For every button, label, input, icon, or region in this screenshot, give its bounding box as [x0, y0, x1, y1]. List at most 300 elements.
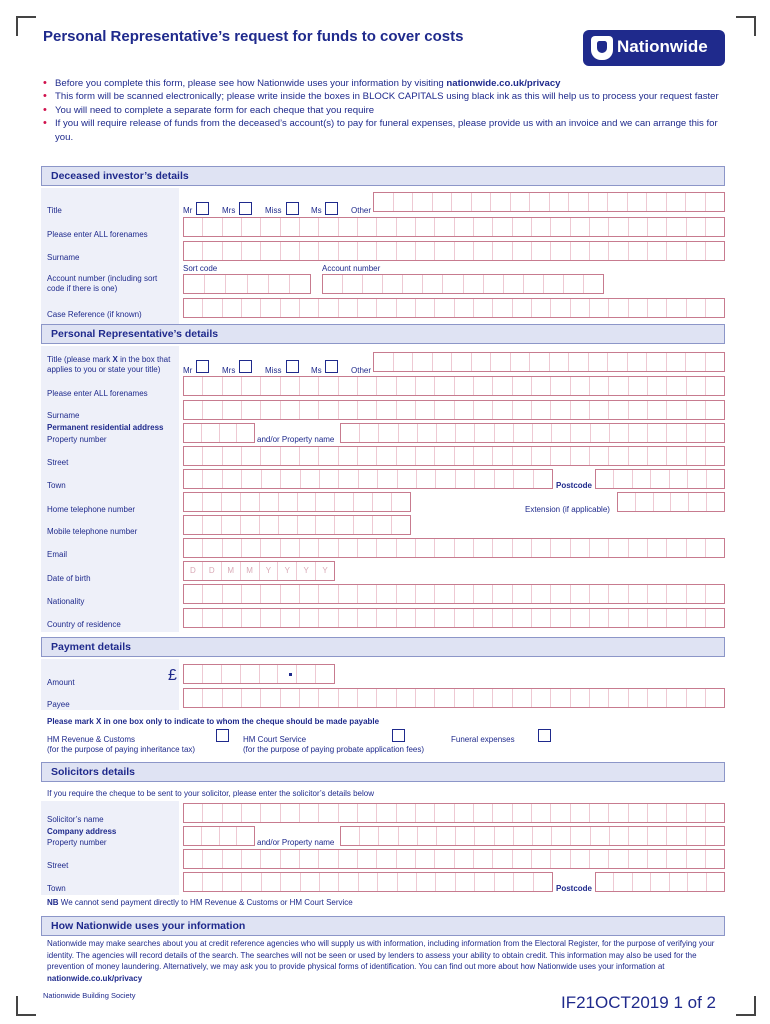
character-box[interactable] [532, 539, 551, 557]
character-box[interactable] [571, 424, 590, 442]
character-box[interactable] [413, 353, 433, 371]
character-box[interactable] [629, 850, 648, 868]
character-box[interactable] [532, 447, 551, 465]
character-box[interactable] [648, 401, 667, 419]
character-box[interactable] [687, 424, 706, 442]
deceased-title-mrs-checkbox[interactable] [239, 202, 252, 215]
character-box[interactable] [532, 850, 551, 868]
character-box[interactable] [358, 401, 377, 419]
character-box[interactable] [648, 424, 667, 442]
character-box[interactable] [629, 218, 648, 236]
character-box[interactable] [377, 689, 396, 707]
character-box[interactable] [551, 299, 570, 317]
character-box[interactable] [184, 827, 202, 845]
character-box[interactable] [262, 873, 281, 891]
character-box[interactable] [261, 447, 280, 465]
solicitor-property-number-field[interactable] [183, 826, 255, 846]
character-box[interactable] [248, 275, 269, 293]
character-box[interactable] [298, 516, 317, 534]
character-box[interactable] [532, 299, 551, 317]
option-hmrc-checkbox[interactable] [216, 729, 229, 742]
character-box[interactable] [551, 218, 570, 236]
character-box[interactable] [590, 804, 609, 822]
character-box[interactable] [397, 242, 416, 260]
character-box[interactable] [610, 424, 629, 442]
character-box[interactable] [358, 218, 377, 236]
character-box[interactable] [262, 470, 281, 488]
character-box[interactable] [609, 804, 628, 822]
character-box[interactable] [687, 218, 706, 236]
character-box[interactable] [242, 585, 261, 603]
character-box[interactable] [184, 665, 203, 683]
character-box[interactable] [455, 377, 474, 395]
character-box[interactable] [416, 850, 435, 868]
case-reference-field[interactable] [183, 298, 725, 318]
character-box[interactable] [629, 539, 648, 557]
character-box[interactable] [242, 539, 261, 557]
character-box[interactable] [706, 218, 724, 236]
character-box[interactable] [281, 470, 300, 488]
character-box[interactable] [377, 804, 396, 822]
rep-mobile-field[interactable] [183, 515, 411, 535]
character-box[interactable] [493, 401, 512, 419]
character-box[interactable] [493, 609, 512, 627]
character-box[interactable] [464, 275, 484, 293]
character-box[interactable] [609, 242, 628, 260]
character-box[interactable] [339, 218, 358, 236]
character-box[interactable] [416, 804, 435, 822]
character-box[interactable] [609, 585, 628, 603]
character-box[interactable] [534, 470, 552, 488]
character-box[interactable] [647, 193, 667, 211]
character-box[interactable] [474, 850, 493, 868]
character-box[interactable] [513, 689, 532, 707]
character-box[interactable] [551, 401, 570, 419]
character-box[interactable] [667, 218, 686, 236]
character-box[interactable] [435, 804, 454, 822]
character-box[interactable] [358, 377, 377, 395]
character-box[interactable] [222, 516, 241, 534]
character-box[interactable] [609, 401, 628, 419]
character-box[interactable] [633, 470, 651, 488]
character-box[interactable] [339, 850, 358, 868]
character-box[interactable] [416, 401, 435, 419]
character-box[interactable] [222, 665, 241, 683]
character-box[interactable] [377, 377, 396, 395]
character-box[interactable] [379, 827, 398, 845]
character-box[interactable] [551, 689, 570, 707]
character-box[interactable] [609, 609, 628, 627]
rep-nationality-field[interactable] [183, 584, 725, 604]
character-box[interactable] [452, 353, 472, 371]
character-box[interactable] [455, 218, 474, 236]
character-box[interactable] [648, 689, 667, 707]
character-box[interactable] [397, 401, 416, 419]
character-box[interactable] [184, 585, 203, 603]
character-box[interactable] [648, 377, 667, 395]
deceased-title-ms-checkbox[interactable] [325, 202, 338, 215]
character-box[interactable] [474, 447, 493, 465]
character-box[interactable] [300, 447, 319, 465]
solicitor-town-field[interactable] [183, 872, 553, 892]
character-box[interactable] [707, 493, 724, 511]
character-box[interactable] [339, 242, 358, 260]
character-box[interactable] [297, 665, 316, 683]
rep-extension-field[interactable] [617, 492, 725, 512]
character-box[interactable] [418, 827, 437, 845]
character-box[interactable] [609, 689, 628, 707]
character-box[interactable] [184, 447, 203, 465]
character-box[interactable] [319, 447, 338, 465]
character-box[interactable] [281, 850, 300, 868]
character-box[interactable] [455, 689, 474, 707]
character-box[interactable] [455, 609, 474, 627]
character-box[interactable] [569, 193, 589, 211]
character-box[interactable] [609, 377, 628, 395]
character-box[interactable] [551, 377, 570, 395]
character-box[interactable] [495, 873, 514, 891]
deceased-title-mr-checkbox[interactable] [196, 202, 209, 215]
character-box[interactable] [339, 609, 358, 627]
rep-street-field[interactable] [183, 446, 725, 466]
character-box[interactable] [571, 242, 590, 260]
character-box[interactable] [590, 218, 609, 236]
character-box[interactable] [474, 689, 493, 707]
character-box[interactable] [614, 470, 632, 488]
character-box[interactable] [223, 850, 242, 868]
dob-box[interactable]: Y [260, 562, 279, 580]
character-box[interactable] [290, 275, 310, 293]
character-box[interactable] [706, 377, 724, 395]
character-box[interactable] [184, 424, 202, 442]
character-box[interactable] [670, 873, 688, 891]
character-box[interactable] [416, 689, 435, 707]
character-box[interactable] [300, 242, 319, 260]
character-box[interactable] [300, 804, 319, 822]
character-box[interactable] [532, 609, 551, 627]
character-box[interactable] [571, 377, 590, 395]
character-box[interactable] [242, 609, 261, 627]
character-box[interactable] [377, 242, 396, 260]
character-box[interactable] [452, 193, 472, 211]
character-box[interactable] [223, 299, 242, 317]
character-box[interactable] [223, 689, 242, 707]
character-box[interactable] [323, 275, 343, 293]
character-box[interactable] [571, 585, 590, 603]
character-box[interactable] [203, 470, 222, 488]
character-box[interactable] [413, 193, 433, 211]
character-box[interactable] [707, 873, 724, 891]
rep-title-other-field[interactable] [373, 352, 725, 372]
character-box[interactable] [687, 299, 706, 317]
character-box[interactable] [629, 827, 648, 845]
option-court-checkbox[interactable] [392, 729, 405, 742]
character-box[interactable] [550, 193, 570, 211]
character-box[interactable] [203, 804, 222, 822]
character-box[interactable] [416, 242, 435, 260]
character-box[interactable] [670, 470, 688, 488]
character-box[interactable] [472, 193, 492, 211]
character-box[interactable] [359, 470, 378, 488]
character-box[interactable] [300, 539, 319, 557]
character-box[interactable] [379, 424, 398, 442]
character-box[interactable] [569, 353, 589, 371]
character-box[interactable] [571, 804, 590, 822]
character-box[interactable] [688, 873, 706, 891]
character-box[interactable] [686, 193, 706, 211]
character-box[interactable] [474, 539, 493, 557]
character-box[interactable] [416, 377, 435, 395]
character-box[interactable] [205, 275, 226, 293]
character-box[interactable] [514, 873, 533, 891]
character-box[interactable] [474, 377, 493, 395]
character-box[interactable] [533, 827, 552, 845]
character-box[interactable] [609, 218, 628, 236]
dob-box[interactable]: D [184, 562, 203, 580]
character-box[interactable] [472, 353, 492, 371]
rep-dob-field[interactable] [183, 561, 335, 581]
character-box[interactable] [474, 242, 493, 260]
character-box[interactable] [435, 850, 454, 868]
character-box[interactable] [184, 850, 203, 868]
rep-title-mr-checkbox[interactable] [196, 360, 209, 373]
character-box[interactable] [706, 585, 724, 603]
character-box[interactable] [354, 516, 373, 534]
rep-surname-field[interactable] [183, 400, 725, 420]
character-box[interactable] [261, 539, 280, 557]
character-box[interactable] [343, 275, 363, 293]
character-box[interactable] [223, 242, 242, 260]
character-box[interactable] [629, 242, 648, 260]
payee-field[interactable] [183, 688, 725, 708]
character-box[interactable] [608, 193, 628, 211]
character-box[interactable] [436, 470, 455, 488]
character-box[interactable] [475, 424, 494, 442]
character-box[interactable] [455, 447, 474, 465]
rep-postcode-field[interactable] [595, 469, 725, 489]
character-box[interactable] [300, 401, 319, 419]
character-box[interactable] [667, 850, 686, 868]
character-box[interactable] [435, 299, 454, 317]
character-box[interactable] [687, 377, 706, 395]
character-box[interactable] [596, 470, 614, 488]
character-box[interactable] [571, 827, 590, 845]
character-box[interactable] [628, 193, 648, 211]
character-box[interactable] [654, 493, 672, 511]
character-box[interactable] [316, 516, 335, 534]
character-box[interactable] [550, 353, 570, 371]
character-box[interactable] [403, 275, 423, 293]
character-box[interactable] [203, 689, 222, 707]
character-box[interactable] [301, 873, 320, 891]
deceased-title-miss-checkbox[interactable] [286, 202, 299, 215]
character-box[interactable] [377, 447, 396, 465]
character-box[interactable] [564, 275, 584, 293]
character-box[interactable] [378, 873, 397, 891]
character-box[interactable] [184, 804, 203, 822]
character-box[interactable] [360, 827, 379, 845]
character-box[interactable] [474, 299, 493, 317]
character-box[interactable] [455, 401, 474, 419]
character-box[interactable] [281, 299, 300, 317]
character-box[interactable] [513, 299, 532, 317]
character-box[interactable] [300, 689, 319, 707]
character-box[interactable] [319, 242, 338, 260]
character-box[interactable] [203, 242, 222, 260]
character-box[interactable] [651, 470, 669, 488]
character-box[interactable] [514, 827, 533, 845]
character-box[interactable] [667, 827, 686, 845]
character-box[interactable] [651, 873, 669, 891]
character-box[interactable] [281, 218, 300, 236]
character-box[interactable] [456, 827, 475, 845]
character-box[interactable] [242, 377, 261, 395]
character-box[interactable] [184, 242, 203, 260]
character-box[interactable] [281, 585, 300, 603]
character-box[interactable] [667, 299, 686, 317]
character-box[interactable] [688, 470, 706, 488]
character-box[interactable] [590, 377, 609, 395]
character-box[interactable] [392, 493, 410, 511]
character-box[interactable] [223, 470, 242, 488]
character-box[interactable] [184, 516, 203, 534]
character-box[interactable] [223, 609, 242, 627]
character-box[interactable] [456, 873, 475, 891]
character-box[interactable] [590, 689, 609, 707]
rep-email-field[interactable] [183, 538, 725, 558]
character-box[interactable] [667, 242, 686, 260]
character-box[interactable] [223, 873, 242, 891]
character-box[interactable] [437, 827, 456, 845]
dob-box[interactable]: Y [322, 566, 328, 575]
character-box[interactable] [614, 873, 632, 891]
character-box[interactable] [687, 609, 706, 627]
character-box[interactable] [339, 377, 358, 395]
sort-code-field[interactable] [183, 274, 311, 294]
character-box[interactable] [590, 299, 609, 317]
character-box[interactable] [184, 539, 203, 557]
character-box[interactable] [571, 299, 590, 317]
character-box[interactable] [279, 493, 298, 511]
character-box[interactable] [435, 401, 454, 419]
amount-field[interactable] [183, 664, 335, 684]
character-box[interactable] [339, 873, 358, 891]
character-box[interactable] [260, 516, 279, 534]
character-box[interactable] [300, 609, 319, 627]
character-box[interactable] [552, 424, 571, 442]
character-box[interactable] [279, 516, 298, 534]
character-box[interactable] [281, 609, 300, 627]
character-box[interactable] [241, 493, 260, 511]
character-box[interactable] [416, 609, 435, 627]
character-box[interactable] [495, 424, 514, 442]
solicitor-name-field[interactable] [183, 803, 725, 823]
character-box[interactable] [203, 299, 222, 317]
character-box[interactable] [433, 193, 453, 211]
character-box[interactable] [551, 447, 570, 465]
character-box[interactable] [633, 873, 651, 891]
rep-property-name-field[interactable] [340, 423, 725, 443]
character-box[interactable] [435, 539, 454, 557]
character-box[interactable] [687, 850, 706, 868]
dob-box[interactable]: M [222, 562, 241, 580]
character-box[interactable] [648, 804, 667, 822]
character-box[interactable] [648, 609, 667, 627]
character-box[interactable] [514, 424, 533, 442]
character-box[interactable] [397, 539, 416, 557]
character-box[interactable] [475, 470, 494, 488]
character-box[interactable] [319, 299, 338, 317]
character-box[interactable] [223, 447, 242, 465]
character-box[interactable] [629, 689, 648, 707]
rep-title-ms-checkbox[interactable] [325, 360, 338, 373]
character-box[interactable] [590, 609, 609, 627]
character-box[interactable] [203, 873, 222, 891]
character-box[interactable] [667, 447, 686, 465]
character-box[interactable] [203, 218, 222, 236]
character-box[interactable] [667, 689, 686, 707]
character-box[interactable] [358, 804, 377, 822]
character-box[interactable] [687, 827, 706, 845]
character-box[interactable] [706, 401, 724, 419]
character-box[interactable] [584, 275, 603, 293]
character-box[interactable] [591, 424, 610, 442]
character-box[interactable] [629, 609, 648, 627]
character-box[interactable] [341, 424, 360, 442]
character-box[interactable] [590, 401, 609, 419]
character-box[interactable] [377, 401, 396, 419]
character-box[interactable] [551, 585, 570, 603]
character-box[interactable] [242, 218, 261, 236]
character-box[interactable] [667, 424, 686, 442]
character-box[interactable] [435, 242, 454, 260]
character-box[interactable] [184, 299, 203, 317]
character-box[interactable] [377, 585, 396, 603]
character-box[interactable] [629, 804, 648, 822]
character-box[interactable] [475, 827, 494, 845]
character-box[interactable] [392, 516, 410, 534]
deceased-surname-field[interactable] [183, 241, 725, 261]
character-box[interactable] [281, 873, 300, 891]
character-box[interactable] [261, 299, 280, 317]
character-box[interactable] [300, 585, 319, 603]
character-box[interactable] [359, 873, 378, 891]
character-box[interactable] [474, 804, 493, 822]
character-box[interactable] [397, 850, 416, 868]
character-box[interactable] [300, 377, 319, 395]
rep-country-field[interactable] [183, 608, 725, 628]
character-box[interactable] [532, 689, 551, 707]
character-box[interactable] [261, 609, 280, 627]
character-box[interactable] [203, 585, 222, 603]
character-box[interactable] [474, 401, 493, 419]
character-box[interactable] [378, 470, 397, 488]
character-box[interactable] [261, 804, 280, 822]
character-box[interactable] [706, 424, 724, 442]
character-box[interactable] [687, 401, 706, 419]
character-box[interactable] [319, 804, 338, 822]
character-box[interactable] [223, 218, 242, 236]
solicitor-postcode-field[interactable] [595, 872, 725, 892]
character-box[interactable] [203, 516, 222, 534]
character-box[interactable] [319, 609, 338, 627]
character-box[interactable] [335, 493, 354, 511]
character-box[interactable] [513, 377, 532, 395]
character-box[interactable] [319, 377, 338, 395]
character-box[interactable] [648, 539, 667, 557]
character-box[interactable] [474, 609, 493, 627]
character-box[interactable] [493, 377, 512, 395]
